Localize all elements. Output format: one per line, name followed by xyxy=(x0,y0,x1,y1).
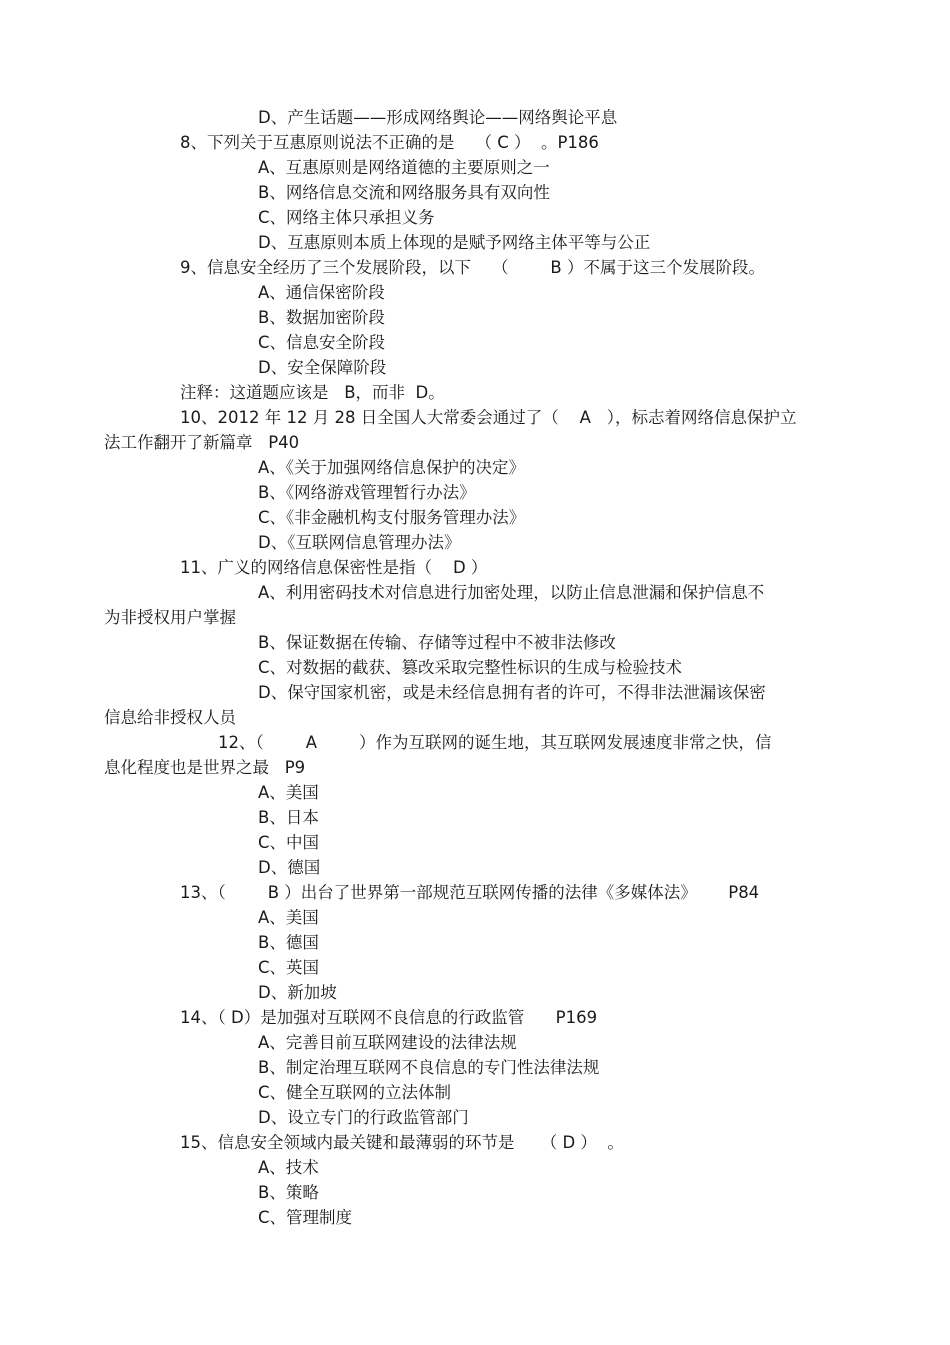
option-line: C、《非金融机构支付服务管理办法》 xyxy=(258,508,526,527)
question-13: 13、（ B ）出台了世界第一部规范互联网传播的法律《多媒体法》 P84 xyxy=(180,883,760,902)
question-12: 12、（ A ）作为互联网的诞生地，其互联网发展速度非常之快，信 xyxy=(218,733,772,752)
option-line: D、德国 xyxy=(258,858,321,877)
option-line: D、产生话题——形成网络舆论——网络舆论平息 xyxy=(258,108,618,127)
option-line: B、德国 xyxy=(258,933,319,952)
option-line: B、日本 xyxy=(258,808,319,827)
option-line: C、网络主体只承担义务 xyxy=(258,208,435,227)
option-line-cont: 信息给非授权人员 xyxy=(104,708,236,727)
question-8: 8、下列关于互惠原则说法不正确的是 （ C ） 。P186 xyxy=(180,133,599,152)
question-10-cont: 法工作翻开了新篇章 P40 xyxy=(104,433,300,452)
option-line: D、设立专门的行政监管部门 xyxy=(258,1108,469,1127)
question-9: 9、信息安全经历了三个发展阶段，以下 （ B ）不属于这三个发展阶段。 xyxy=(180,258,766,277)
option-line: D、互惠原则本质上体现的是赋予网络主体平等与公正 xyxy=(258,233,651,252)
option-line: B、保证数据在传输、存储等过程中不被非法修改 xyxy=(258,633,616,652)
option-line: D、《互联网信息管理办法》 xyxy=(258,533,461,552)
option-line: A、通信保密阶段 xyxy=(258,283,385,302)
option-line: D、安全保障阶段 xyxy=(258,358,387,377)
option-line: C、中国 xyxy=(258,833,320,852)
option-line: C、信息安全阶段 xyxy=(258,333,386,352)
option-line: C、管理制度 xyxy=(258,1208,353,1227)
option-line: C、英国 xyxy=(258,958,320,977)
question-11: 11、广义的网络信息保密性是指（ D ） xyxy=(180,558,488,577)
option-line: A、美国 xyxy=(258,908,319,927)
option-line: A、完善目前互联网建设的法律法规 xyxy=(258,1033,517,1052)
option-line: A、《关于加强网络信息保护的决定》 xyxy=(258,458,526,477)
note-line: 注释：这道题应该是 B，而非 D。 xyxy=(180,383,445,402)
question-12-cont: 息化程度也是世界之最 P9 xyxy=(104,758,306,777)
option-line: A、利用密码技术对信息进行加密处理，以防止信息泄漏和保护信息不 xyxy=(258,583,765,602)
question-14: 14、（ D）是加强对互联网不良信息的行政监管 P169 xyxy=(180,1008,598,1027)
option-line: B、《网络游戏管理暂行办法》 xyxy=(258,483,476,502)
option-line: A、美国 xyxy=(258,783,319,802)
option-line: B、策略 xyxy=(258,1183,319,1202)
option-line: B、网络信息交流和网络服务具有双向性 xyxy=(258,183,550,202)
option-line: C、健全互联网的立法体制 xyxy=(258,1083,452,1102)
option-line: B、数据加密阶段 xyxy=(258,308,385,327)
option-line: A、技术 xyxy=(258,1158,319,1177)
question-15: 15、信息安全领域内最关键和最薄弱的环节是 （ D ） 。 xyxy=(180,1133,624,1152)
option-line: D、新加坡 xyxy=(258,983,337,1002)
option-line: D、保守国家机密，或是未经信息拥有者的许可，不得非法泄漏该保密 xyxy=(258,683,766,702)
option-line: B、制定治理互联网不良信息的专门性法律法规 xyxy=(258,1058,600,1077)
option-line-cont: 为非授权用户掌握 xyxy=(104,608,236,627)
option-line: C、对数据的截获、篡改采取完整性标识的生成与检验技术 xyxy=(258,658,683,677)
question-10: 10、2012 年 12 月 28 日全国人大常委会通过了（ A ），标志着网络信息保护立 xyxy=(180,408,797,427)
option-line: A、互惠原则是网络道德的主要原则之一 xyxy=(258,158,550,177)
